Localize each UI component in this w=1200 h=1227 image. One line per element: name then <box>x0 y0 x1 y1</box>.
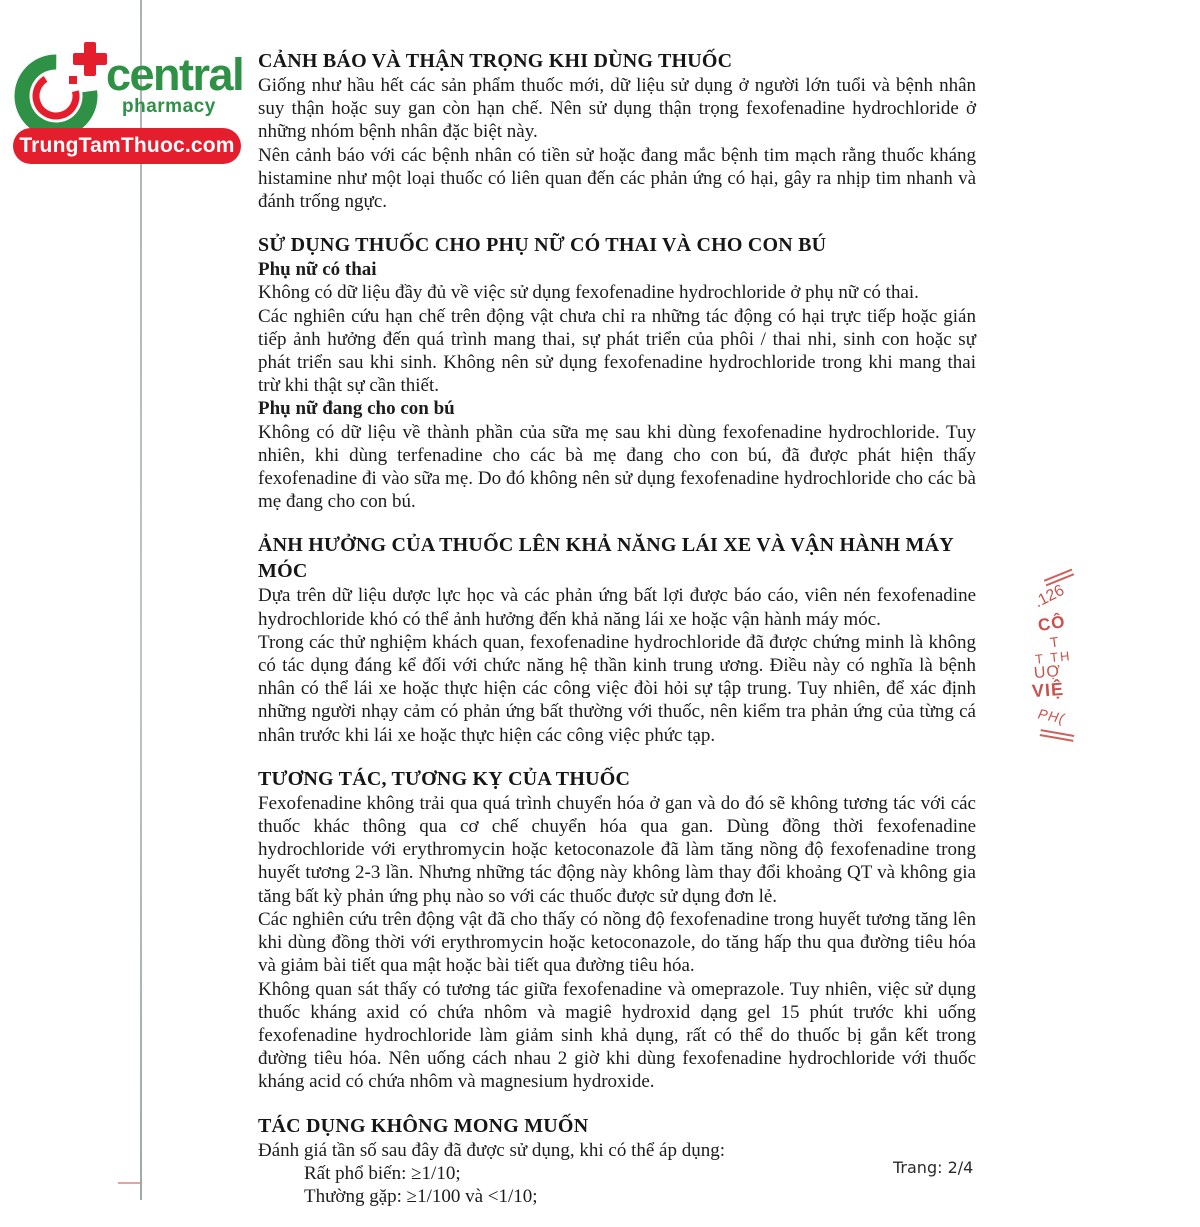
scan-fold-line <box>140 0 142 1200</box>
paragraph: Fexofenadine không trải qua quá trình chuyển hóa ở gan và do đó sẽ không tương tác với các thuốc khác thông qua cơ chế chuyển hóa qua gan. Dùng đồng thời fexofenadine hydrochloride với erythromycin hoặc ketoconazole đã làm tăng nồng độ fexofenadine trong huyết tương 2-3 lần. Nhưng những tác động này không làm thay đổi khoảng QT và không gia tăng bất kỳ phản ứng phụ nào so với các thuốc được sử dụng đơn lẻ. <box>258 792 976 907</box>
frequency-line: Thường gặp: ≥1/100 và <1/10; <box>304 1185 538 1207</box>
section-heading: ẢNH HƯỞNG CỦA THUỐC LÊN KHẢ NĂNG LÁI XE VÀ VẬN HÀNH MÁY MÓC <box>258 534 954 583</box>
paragraph: Không có dữ liệu về thành phần của sữa mẹ sau khi dùng fexofenadine hydrochloride. Tuy nhiên, khi dùng terfenadine cho các bà mẹ đang cho con bú, đã được phát hiện thấy fexofenadine đi vào sữa mẹ. Do đó không nên sử dụng fexofenadine hydrochloride cho các bà mẹ đang cho con bú. <box>258 421 976 513</box>
section-warnings <box>258 48 976 213</box>
logo-subtext: pharmacy <box>122 96 216 117</box>
paragraph: Nên cảnh báo với các bệnh nhân có tiền sử hoặc đang mắc bệnh tim mạch rằng thuốc kháng histamine như một loại thuốc có liên quan đến các phản ứng có hại, gây ra nhịp tim nhanh và đánh trống ngực. <box>258 144 976 213</box>
website-banner: TrungTamThuoc.com <box>13 128 241 164</box>
frequency-line: Rất phổ biến: ≥1/10; <box>304 1162 461 1184</box>
subsection-heading: Phụ nữ có thai <box>258 259 377 281</box>
section-adverse-effects <box>258 1113 976 1209</box>
stamp-text-fragment: T TH <box>1034 648 1073 667</box>
scan-mark <box>118 1182 142 1184</box>
section-heading: TƯƠNG TÁC, TƯƠNG KỴ CỦA THUỐC <box>258 767 631 790</box>
paragraph: Giống như hầu hết các sản phẩm thuốc mới, dữ liệu sử dụng ở người lớn tuổi và bệnh nhân suy thận hoặc suy gan còn hạn chế. Nên sử dụng thận trọng fexofenadine hydrochloride ở những nhóm bệnh nhân đặc biệt này. <box>258 75 976 143</box>
paragraph: Các nghiên cứu trên động vật đã cho thấy có nồng độ fexofenadine trong huyết tương tăng lên khi dùng đồng thời với erythromycin hoặc ketoconazole, do tăng hấp thu qua đường tiêu hóa và giảm bài tiết qua mật hoặc bài tiết qua đường tiêu hóa. <box>258 908 976 977</box>
stamp-text-fragment: T <box>1048 633 1060 651</box>
stamp-text-fragment: CÔ <box>1036 611 1067 636</box>
paragraph: Trong các thử nghiệm khách quan, fexofenadine hydrochloride đã được chứng minh là không có tác dụng đáng kể đối với chức năng hệ thần kinh trung ương. Điều này có nghĩa là bệnh nhân có thể lái xe hoặc thực hiện các công việc đòi hỏi sự tập trung. Tuy nhiên, để xác định những người nhạy cảm có phản ứng bất thường với thuốc, nên kiểm tra phản ứng của từng cá nhân trước khi lái xe hoặc thực hiện các công việc phức tạp. <box>258 631 976 746</box>
paragraph: Dựa trên dữ liệu dược lực học và các phản ứng bất lợi được báo cáo, viên nén fexofenadine hydrochloride khó có thể ảnh hưởng đến khả năng lái xe hoặc vận hành máy móc. <box>258 585 976 630</box>
central-pharmacy-logo-icon <box>12 40 108 140</box>
section-interactions <box>258 766 976 1094</box>
red-stamp <box>1028 566 1138 746</box>
section-heading: TÁC DỤNG KHÔNG MONG MUỐN <box>258 1114 589 1137</box>
stamp-border-arc <box>1040 729 1075 742</box>
page-number: Trang: 2/4 <box>893 1158 974 1177</box>
section-driving <box>258 532 976 746</box>
subsection-heading: Phụ nữ đang cho con bú <box>258 398 455 420</box>
section-heading: SỬ DỤNG THUỐC CHO PHỤ NỮ CÓ THAI VÀ CHO CON BÚ <box>258 234 827 257</box>
paragraph: Các nghiên cứu hạn chế trên động vật chưa chỉ ra những tác động có hại trực tiếp hoặc gián tiếp ảnh hưởng đến quá trình mang thai, sự phát triển của phôi / thai nhi, sinh con hoặc sự phát triển sau khi sinh. Không nên sử dụng fexofenadine hydrochloride trong khi mang thai trừ khi thật sự cần thiết. <box>258 305 976 397</box>
stamp-text-fragment: .126 <box>1031 581 1068 612</box>
stamp-text-fragment: PH( <box>1036 705 1067 727</box>
section-pregnancy <box>258 232 976 513</box>
stamp-text-fragment: VIỆ <box>1031 678 1065 702</box>
section-heading: CẢNH BÁO VÀ THẬN TRỌNG KHI DÙNG THUỐC <box>258 50 733 72</box>
paragraph: Không quan sát thấy có tương tác giữa fexofenadine và omeprazole. Tuy nhiên, việc sử dụng thuốc kháng axid có chứa nhôm và magiê hydroxid dạng gel 15 phút trước khi uống fexofenadine hydrochloride làm giảm sinh khả dụng, rất có thể do thuốc bị gắn kết trong đường tiêu hóa. Nên uống cách nhau 2 giờ khi dùng fexofenadine hydrochloride với thuốc kháng acid có chứa nhôm và magnesium hydroxide. <box>258 978 976 1093</box>
paragraph: Đánh giá tần số sau đây đã được sử dụng, khi có thể áp dụng: <box>258 1139 726 1161</box>
stamp-text-fragment: UỢ <box>1033 662 1062 683</box>
logo-wordmark: central <box>106 49 244 100</box>
paragraph: Không có dữ liệu đầy đủ về việc sử dụng fexofenadine hydrochloride ở phụ nữ có thai. <box>258 282 919 304</box>
document-body <box>258 48 976 1227</box>
